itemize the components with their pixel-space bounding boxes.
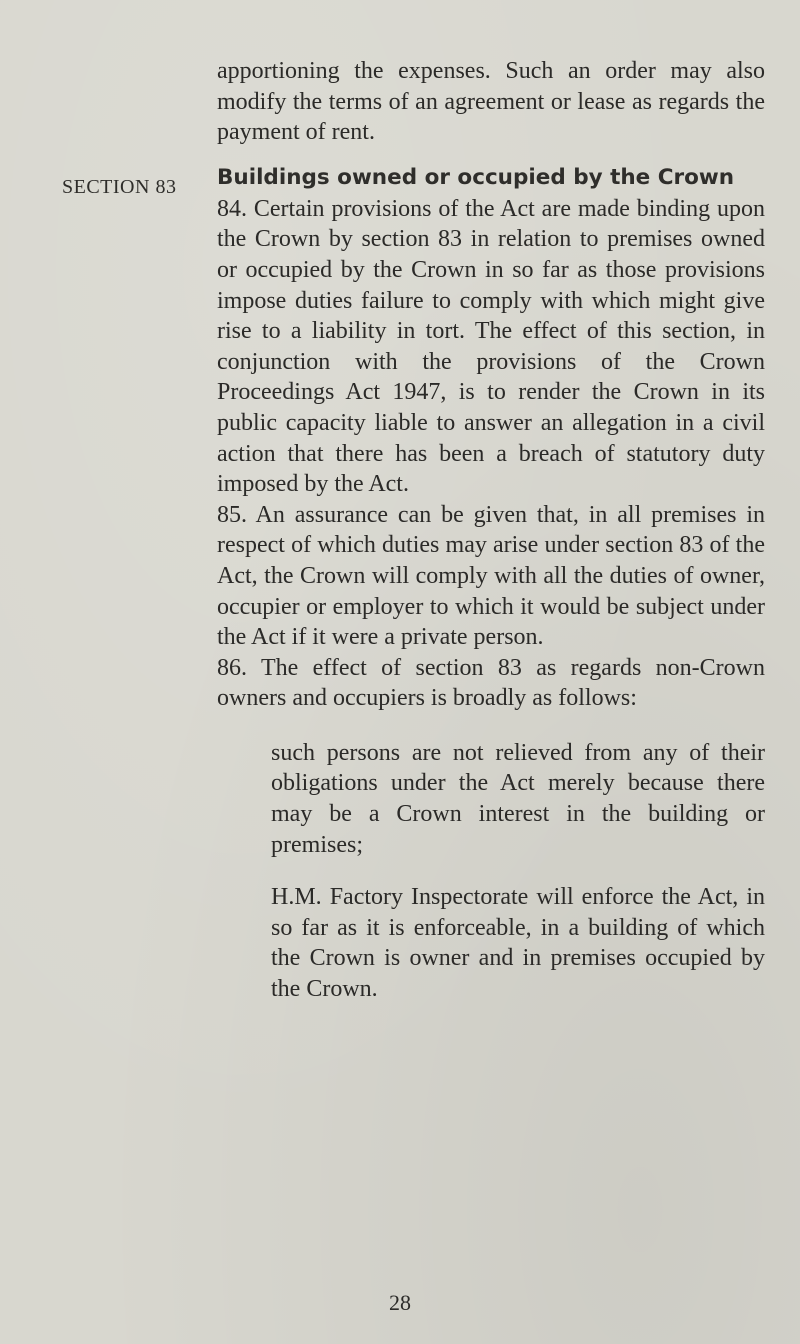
paragraph-85: 85. An assurance can be given that, in all premises in respect of which duties may arise under section 83 of the Act, the Crown will comply with all the duties of owner, occupier or employer to which it would be subject under the Act if it were a private person.: [217, 501, 765, 651]
section-margin-note: SECTION 83: [62, 176, 177, 198]
page-number: 28: [389, 1290, 411, 1315]
paragraph-84: 84. Certain provisions of the Act are made binding upon the Crown by section 83 in relation to premises owned or occupied by the Crown in so far as those provisions impose duties failure to comply with which might give rise to a liability in tort. The effect of this section, in conjunction with the provisions of the Crown Proceedings Act 1947, is to render the Crown in its public capacity liable to answer an allegation in a civil action that there has been a breach of statutory duty imposed by the Act.: [217, 195, 765, 498]
indented-list: [271, 738, 765, 1005]
paragraph-86: 86. The effect of section 83 as regards non-Crown owners and occupiers is broadly as follows:: [217, 654, 765, 712]
indented-item-obligations: such persons are not relieved from any of their obligations under the Act merely because there may be a Crown interest in the building or premises;: [271, 739, 765, 858]
intro-paragraph: apportioning the expenses. Such an order may also modify the terms of an agreement or lease as regards the payment of rent.: [217, 58, 765, 146]
indented-item-inspectorate: H.M. Factory Inspectorate will enforce the Act, in so far as it is enforceable, in a building of which the Crown is owner and in premises occupied by the Crown.: [271, 884, 765, 1003]
section-heading: Buildings owned or occupied by the Crown: [217, 164, 735, 190]
body-text-column: [217, 56, 765, 1027]
